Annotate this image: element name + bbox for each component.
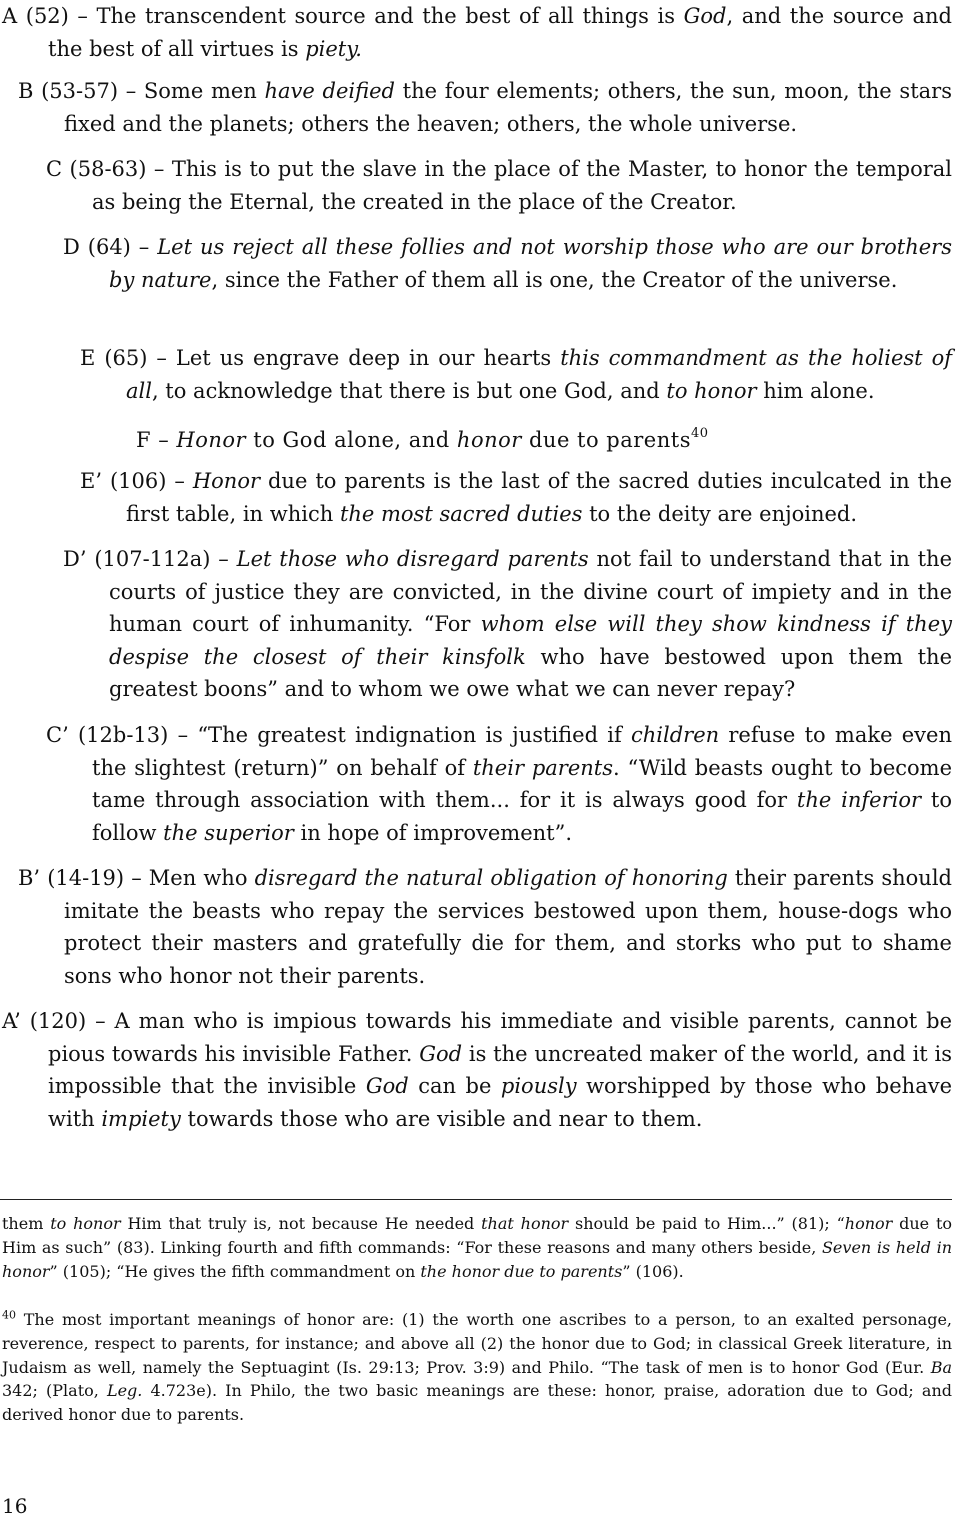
- text-run: him alone.: [756, 378, 875, 403]
- entry-text: [18, 862, 952, 992]
- entry-b: [18, 75, 952, 140]
- heading-text: [136, 428, 691, 452]
- text-run: 4.723e). In Philo, the two basic meanings are these: honor, praise, adoration due to God; and derived honor due to parents.: [2, 1381, 953, 1425]
- text-run: , to acknowledge that there is but one God, and: [151, 378, 667, 403]
- italic-run: the most sacred duties: [339, 501, 583, 526]
- text-run: is the uncreated maker of the world, and it is impossible that the invisible: [48, 1041, 953, 1098]
- text-run: ” (106).: [622, 1261, 684, 1281]
- text-run: B (53-57) – Some men: [18, 79, 265, 103]
- text-run: F –: [136, 428, 177, 452]
- italic-run: children: [631, 723, 720, 747]
- footnote-text: [2, 1310, 952, 1424]
- footnote-continuation: [2, 1212, 952, 1283]
- text-run: to the deity are enjoined.: [582, 501, 858, 526]
- text-run: B’ (14-19) – Men who: [18, 866, 255, 890]
- entry-b-prime: [18, 862, 952, 992]
- entry-d: [63, 231, 952, 296]
- text-run: towards those who are visible and near to them.: [180, 1106, 703, 1131]
- footnote-number: 40: [2, 1308, 16, 1322]
- text-run: due to Him as such” (83). Linking fourth and fifth commands: “For these reasons and many others beside,: [2, 1214, 953, 1257]
- text-run: in hope of improvement”.: [293, 820, 573, 845]
- italic-run: honor: [456, 428, 522, 452]
- entry-text: [80, 465, 952, 530]
- italic-run: Honor: [192, 469, 261, 493]
- text-run: refuse to make even the slightest (return)” on behalf of: [92, 723, 952, 780]
- entry-text: [63, 543, 952, 706]
- text-run: C’ (12b-13) – “The greatest indignation is justified if: [46, 723, 631, 747]
- text-run: to follow: [92, 788, 952, 845]
- text-run: ” (105); “He gives the fifth commandment on: [49, 1261, 421, 1281]
- text-run: worshipped by those who behave with: [48, 1074, 953, 1131]
- entry-a: [2, 0, 952, 65]
- entry-c: [46, 153, 952, 218]
- italic-run: piously: [500, 1074, 577, 1098]
- entry-text: [46, 153, 952, 218]
- entry-text: [2, 1005, 952, 1135]
- entry-text: [63, 231, 952, 296]
- text-run: the four elements; others, the sun, moon, the stars fixed and the planets; others the heaven; others, the whole universe.: [64, 79, 952, 136]
- entry-a-prime: [2, 1005, 952, 1135]
- italic-run: God: [365, 1074, 409, 1098]
- italic-run: God: [683, 4, 727, 28]
- italic-run: that honor: [481, 1214, 569, 1233]
- italic-run: Let those who disregard parents: [236, 547, 589, 571]
- italic-run: honor: [844, 1214, 893, 1233]
- text-run: can be: [408, 1074, 501, 1098]
- text-run: D (64) –: [63, 235, 158, 259]
- italic-run: to honor: [50, 1214, 121, 1233]
- italic-run: Seven is held in honor: [2, 1237, 952, 1281]
- italic-run: to honor: [666, 378, 757, 403]
- italic-run: Honor: [176, 428, 247, 452]
- italic-run: piety.: [305, 36, 362, 61]
- text-run: , and the source and the best of all virtues is: [48, 4, 952, 61]
- italic-run: the superior: [163, 820, 294, 845]
- text-run: Him that truly is, not because He needed: [120, 1214, 482, 1233]
- italic-run: have deified: [264, 79, 395, 103]
- text-run: their parents should imitate the beasts who repay the services bestowed upon them, house-dogs who protect their masters and gratefully die for them, and storks who put to shame sons who honor not their parents.: [64, 866, 952, 988]
- text-run: , since the Father of them all is one, the Creator of the universe.: [211, 267, 898, 292]
- entry-e: [80, 342, 952, 407]
- italic-run: impiety: [101, 1106, 181, 1131]
- text-run: 342; (Plato,: [2, 1381, 107, 1401]
- text-run: A (52) – The transcendent source and the best of all things is: [2, 4, 684, 28]
- italic-run: Ba: [930, 1357, 952, 1377]
- text-run: The most important meanings of honor are: (1) the worth one ascribes to a person, to an exalted personage, reverence, respect to parents, for instance; and above all (2) the honor due to God; in classical Greek literature, in Judaism as well, namely the Septuagint (Is. 29:13; Prov. 3:9) and Philo. “The task of men is to honor God (Eur.: [2, 1310, 952, 1377]
- text-run: . “Wild beasts ought to become tame through association with them... for it is always good for: [92, 755, 952, 812]
- footnote-text: [2, 1214, 952, 1281]
- italic-run: Let us reject all these follies and not worship those who are our brothers by nature: [109, 235, 952, 292]
- text-run: C (58-63) – This is to put the slave in the place of the Master, to honor the temporal as being the Eternal, the created in the place of the Creator.: [46, 157, 952, 214]
- text-run: them: [2, 1214, 51, 1233]
- text-run: who have bestowed upon them the greatest boons” and to whom we owe what we can never repay?: [109, 644, 952, 701]
- italic-run: their parents: [472, 755, 614, 780]
- entry-text: [46, 719, 952, 849]
- text-run: E (65) – Let us engrave deep in our hearts: [80, 346, 561, 370]
- footnote-rule: [0, 1199, 952, 1200]
- italic-run: the honor due to parents: [420, 1261, 623, 1281]
- entry-c-prime: [46, 719, 952, 849]
- text-run: due to parents is the last of the sacred duties inculcated in the first table, in which: [126, 469, 952, 526]
- italic-run: whom else will they show kindness if they despise the closest of their kinsfolk: [109, 612, 952, 669]
- entry-e-prime: [80, 465, 952, 530]
- text-run: D’ (107-112a) –: [63, 547, 237, 571]
- text-run: not fail to understand that in the courts of justice they are convicted, in the divine court of impiety and in the human court of inhumanity. “For: [109, 547, 953, 636]
- entry-text: [2, 0, 952, 65]
- text-run: to God alone, and: [246, 428, 457, 452]
- footnote-marker: 40: [690, 426, 709, 441]
- text-run: should be paid to Him...” (81); “: [568, 1214, 845, 1233]
- italic-run: this commandment as the holiest of all: [126, 346, 952, 403]
- italic-run: Leg.: [106, 1381, 143, 1401]
- entry-d-prime: [63, 543, 952, 706]
- section-heading: [136, 420, 709, 456]
- page-number: 16: [2, 1494, 28, 1518]
- entry-text: [18, 75, 952, 140]
- text-run: E’ (106) –: [80, 469, 193, 493]
- text-run: A’ (120) – A man who is impious towards his immediate and visible parents, cannot be pious towards his invisible Father.: [2, 1009, 952, 1066]
- italic-run: the inferior: [796, 788, 922, 812]
- text-run: due to parents: [521, 428, 691, 452]
- italic-run: God: [419, 1041, 463, 1066]
- italic-run: disregard the natural obligation of honoring: [254, 866, 728, 890]
- footnote-40: [2, 1308, 952, 1427]
- entry-text: [80, 342, 952, 407]
